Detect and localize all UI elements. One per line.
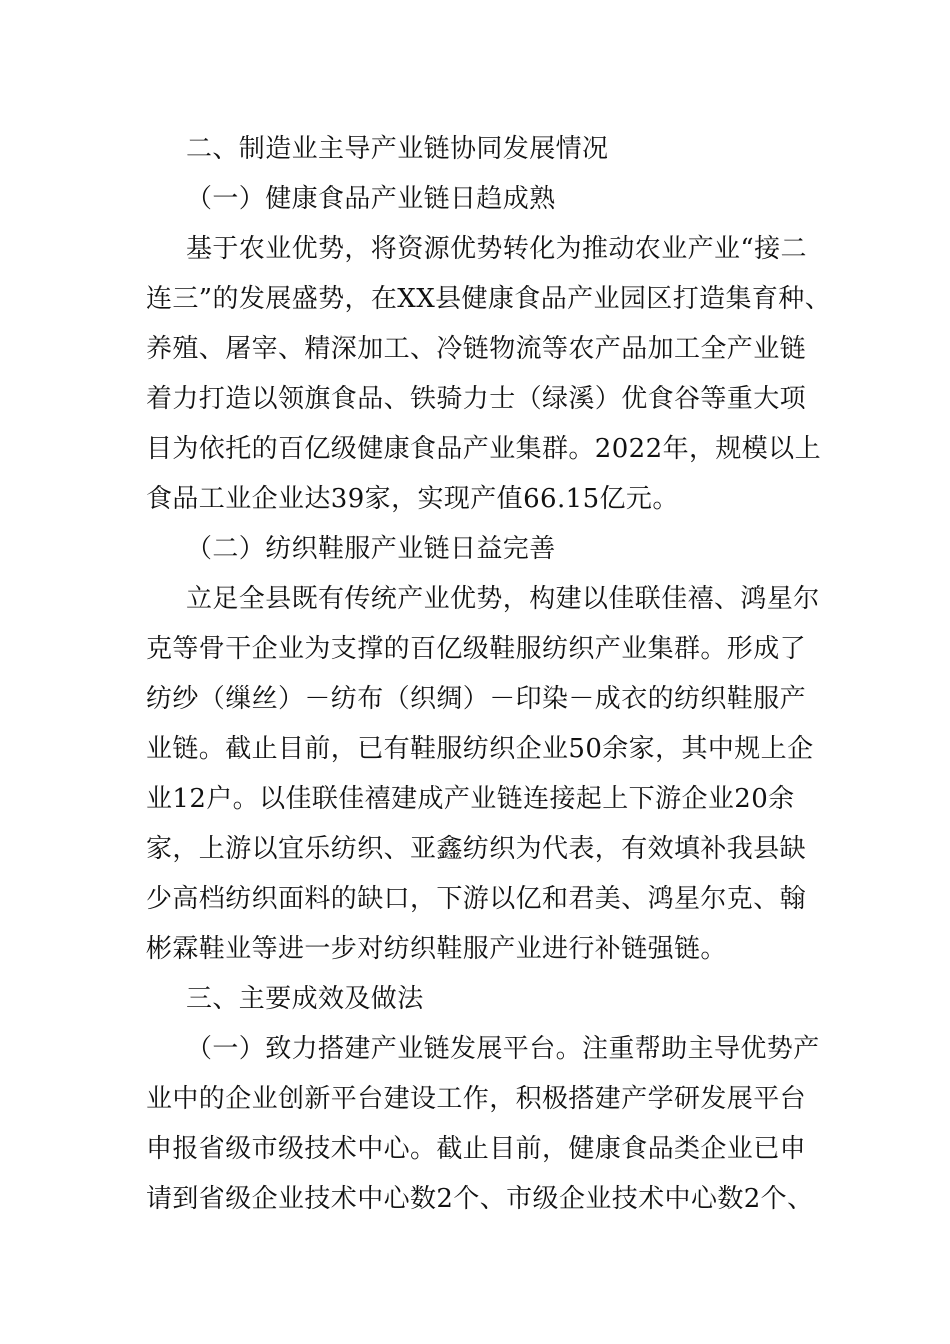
paragraph-line: 克等骨干企业为支撑的百亿级鞋服纺织产业集群。形成了 xyxy=(146,634,807,664)
paragraph-line: 着力打造以领旗食品、铁骑力士（绿溪）优食谷等重大项 xyxy=(146,384,807,414)
paragraph-line: 目为依托的百亿级健康食品产业集群。2022年，规模以上 xyxy=(146,434,821,464)
paragraph-line: 业中的企业创新平台建设工作，积极搭建产学研发展平台 xyxy=(146,1084,807,1114)
paragraph-line: 纺纱（缫丝）－纺布（织绸）－印染－成衣的纺织鞋服产 xyxy=(146,684,807,714)
paragraph-line: 基于农业优势，将资源优势转化为推动农业产业“接二 xyxy=(186,234,807,264)
paragraph-line: 养殖、屠宰、精深加工、冷链物流等农产品加工全产业链 xyxy=(146,334,807,364)
subsection-heading: （一）健康食品产业链日趋成熟 xyxy=(186,184,556,214)
paragraph-line: 业12户。以佳联佳禧建成产业链连接起上下游企业20余 xyxy=(146,784,795,814)
paragraph-line: 少高档纺织面料的缺口，下游以亿和君美、鸿星尔克、翰 xyxy=(146,884,807,914)
subsection-heading: （二）纺织鞋服产业链日益完善 xyxy=(186,534,556,564)
paragraph-line: （一）致力搭建产业链发展平台。注重帮助主导优势产 xyxy=(186,1034,820,1064)
paragraph-line: 业链。截止目前，已有鞋服纺织企业50余家，其中规上企 xyxy=(146,734,814,764)
paragraph-line: 连三”的发展盛势，在XX县健康食品产业园区打造集育种、 xyxy=(146,284,832,314)
paragraph-line: 家，上游以宜乐纺织、亚鑫纺织为代表，有效填补我县缺 xyxy=(146,834,807,864)
paragraph-line: 立足全县既有传统产业优势，构建以佳联佳禧、鸿星尔 xyxy=(186,584,820,614)
paragraph-line: 彬霖鞋业等进一步对纺织鞋服产业进行补链强链。 xyxy=(146,934,727,964)
paragraph-line: 请到省级企业技术中心数2个、市级企业技术中心数2个、 xyxy=(146,1184,814,1214)
paragraph-line: 食品工业企业达39家，实现产值66.15亿元。 xyxy=(146,484,679,514)
section-heading: 三、主要成效及做法 xyxy=(186,984,424,1014)
section-heading: 二、制造业主导产业链协同发展情况 xyxy=(186,134,609,164)
paragraph-line: 申报省级市级技术中心。截止目前，健康食品类企业已申 xyxy=(146,1134,807,1164)
